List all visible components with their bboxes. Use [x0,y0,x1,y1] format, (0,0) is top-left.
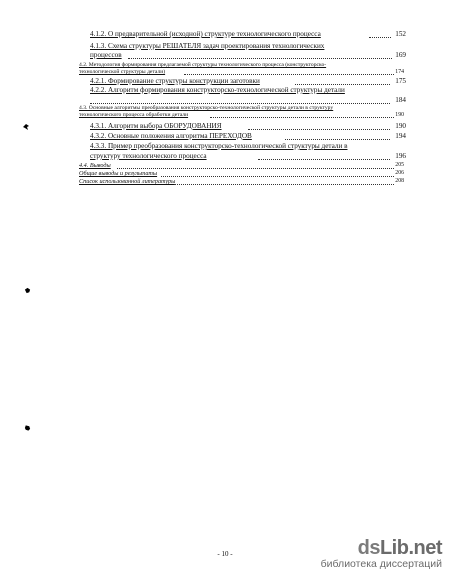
toc-page-number: 184 [395,96,406,104]
toc-entry-4-1-3: 4.1.3. Схема структуры РЕШАТЕЛЯ задач проектирования технологических [90,42,325,50]
toc-page-number: 174 [395,69,404,75]
toc-entry-4-2-cont: технологической структуры детали) [79,69,166,75]
toc-leader-dots [248,129,390,130]
scan-mark [22,123,30,131]
watermark-subtitle: библиотека диссертаций [320,558,442,570]
toc-entry-4-3-3-cont: структуру технологического процесса [90,152,207,160]
toc-leader-dots [184,74,394,75]
scan-mark [24,424,31,432]
toc-page-number: 194 [395,132,406,140]
toc-leader-dots [128,58,392,59]
toc-leader-dots [117,168,394,169]
toc-page-number: 196 [395,152,406,160]
toc-entry-4-3-1: 4.3.1. Алгоритм выбора ОБОРУДОВАНИЯ [90,122,222,130]
toc-page-number: 175 [395,77,406,85]
toc-page-number: 152 [395,30,406,38]
toc-entry-4-3: 4.3. Основные алгоритмы преобразования конструкторско-технологической структуры детали в структуру [79,105,334,111]
toc-entry-4-3-2: 4.3.2. Основные положения алгоритма ПЕРЕХОДОВ [90,132,252,140]
toc-leader-dots [174,184,394,185]
toc-entry-4-3-cont: технологического процесса обработки детали [79,112,189,118]
page-number: - 10 - [217,550,233,558]
toc-entry-4-2-2: 4.2.2. Алгоритм формирования конструкторско-технологической структуры детали [90,86,345,94]
toc-page-number: 190 [395,112,404,118]
toc-page-number: 169 [395,51,406,59]
toc-leader-dots [285,139,390,140]
toc-entry-4-2-1: 4.2.1. Формирование структуры конструкции заготовки [90,77,260,85]
toc-page-number: 190 [395,122,406,130]
toc-leader-dots [90,103,390,104]
toc-page-number: 206 [395,170,404,176]
toc-leader-dots [210,117,394,118]
toc-entry-4-2: 4.2. Методология формирования предлагаемой структуры технологического процесса (конструкторско- [79,62,327,68]
toc-entry-4-4: 4.4. Выводы [79,162,111,169]
watermark-logo: dsLib.net [357,537,442,559]
toc-entry-4-3-3: 4.3.3. Пример преобразования конструкторско-технологической структуры детали в [90,142,348,150]
toc-page-number: 205 [395,162,404,168]
toc-leader-dots [161,176,394,177]
toc-entry-references: Список использованной литературы [79,178,176,185]
toc-page-number: 208 [395,178,404,184]
toc-entry-general-conclusions: Общие выводы и результаты [79,170,158,177]
watermark [321,537,442,570]
toc-leader-dots [258,159,390,160]
toc-leader-dots [295,84,390,85]
scan-mark [24,287,31,294]
toc-entry-4-1-3-cont: процессов [90,51,122,59]
toc-entry-4-1-2: 4.1.2. О предварительной (исходной) структуре технологического процесса [90,30,321,38]
